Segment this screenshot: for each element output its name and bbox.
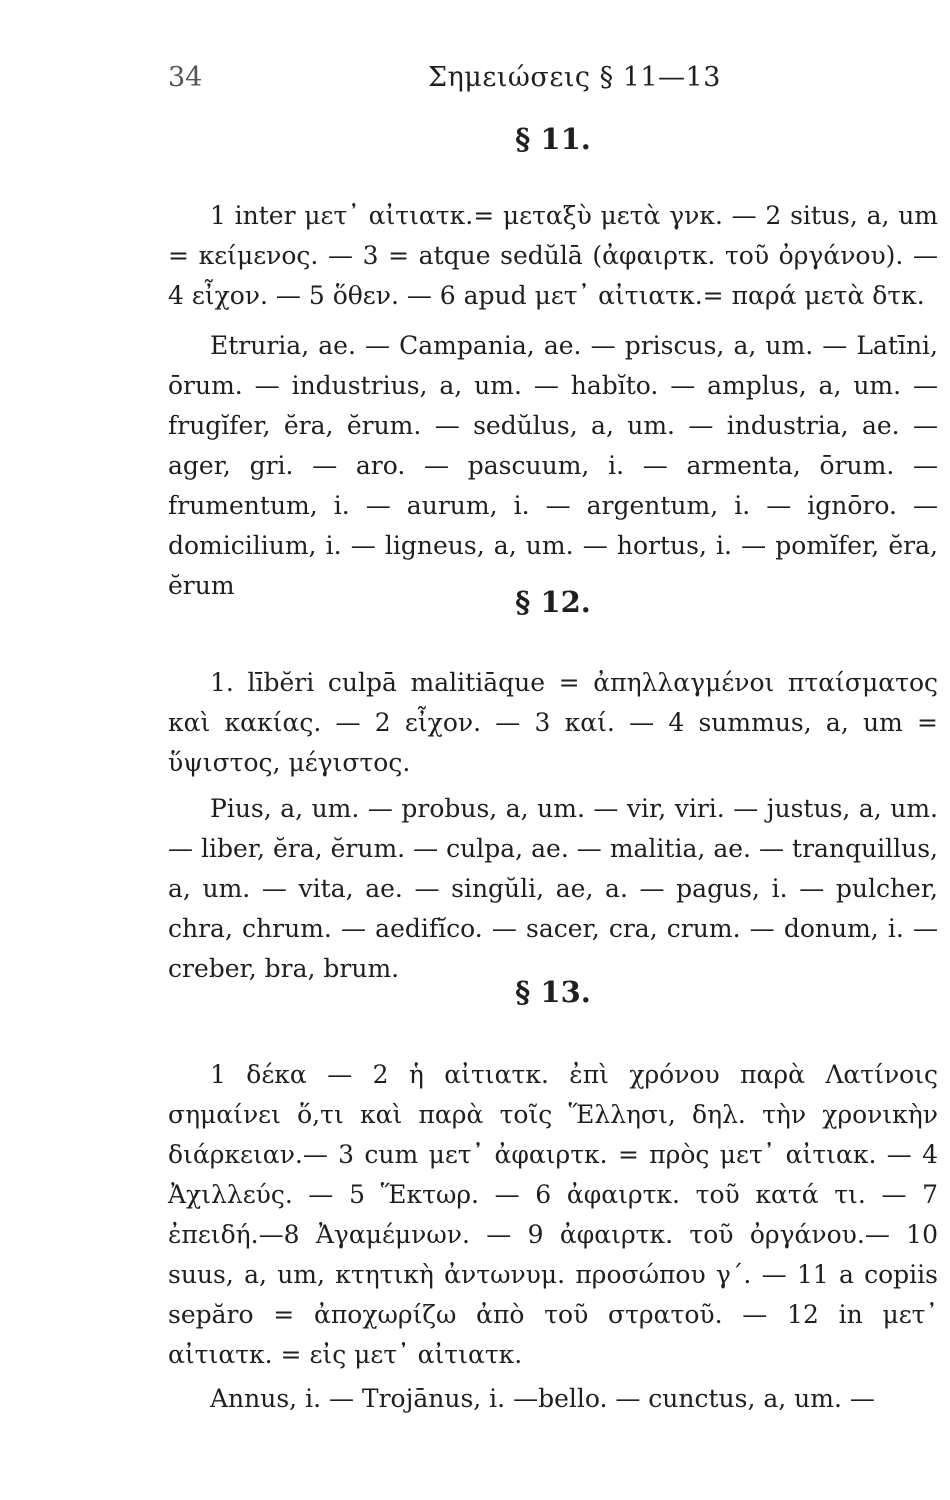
section-heading: § 12. [515,585,591,619]
section-notes: 1 δέκα — 2 ἡ αἰτιατκ. ἐπὶ χρόνου παρὰ Λατίνοις σημαίνει ὅ,τι καὶ παρὰ τοῖς Ἕλλησι, δηλ. τὴν χρονικὴν διάρκειαν.— 3 cum μετ᾽ ἀφαιρτκ. = πρὸς μετ᾽ αἰτιακ. — 4 Ἀχιλλεύς. — 5 Ἕκτωρ. — 6 ἀφαιρτκ. τοῦ κατά τι. — 7 ἐπειδή.—8 Ἀγαμέμνων. — 9 ἀφαιρτκ. τοῦ ὀργάνου.— 10 suus, a, um, κτητικὴ ἀντωνυμ. προσώπου γ´. — 11 a copiis sepăro = ἀποχωρίζω ἀπὸ τοῦ στρατοῦ. — 12 in μετ᾽ αἰτιατκ. = εἰς μετ᾽ αἰτιατκ. [168,1060,938,1369]
running-head: Σημειώσεις § 11—13 [428,62,721,93]
section-notes: 1. lībĕri culpā malitiāque = ἀπηλλαγμένοι πταίσματος καὶ κακίας. — 2 εἶχον. — 3 καί. — 4 summus, a, um = ὕψιστος, μέγιστος. [168,668,938,777]
page-number: 34 [168,62,203,93]
section-12 [168,585,938,989]
section-vocabulary: Pius, a, um. — probus, a, um. — vir, viri. — justus, a, um. — liber, ĕra, ĕrum. — culpa, ae. — malitia, ae. — tranquillus, a, um. — vita, ae. — singŭli, ae, a. — pagus, i. — pulcher, chra, chrum. — aedifĭco. — sacer, cra, crum. — donum, i. — creber, bra, brum. [168,794,938,983]
section-heading: § 11. [515,122,591,156]
section-heading: § 13. [515,975,591,1009]
section-vocabulary: Etruria, ae. — Campania, ae. — priscus, a, um. — Latīni, ōrum. — industrius, a, um. — habĭto. — amplus, a, um. — frugĭfer, ĕra, ĕrum. — sedŭlus, a, um. — industria, ae. — ager, gri. — aro. — pascuum, i. — armenta, ōrum. — frumentum, i. — aurum, i. — argentum, i. — ignōro. — domicilium, i. — ligneus, a, um. — hortus, i. — pomĭfer, ĕra, ĕrum [168,331,938,600]
section-notes: 1 inter μετ᾽ αἰτιατκ.= μεταξὺ μετὰ γνκ. — 2 situs, a, um = κείμενος. — 3 = atque sedŭlā (ἀφαιρτκ. τοῦ ὀργάνου). — 4 εἶχον. — 5 ὅθεν. — 6 apud μετ᾽ αἰτιατκ.= παρά μετὰ δτκ. [168,201,938,310]
section-vocabulary: Annus, i. — Trojānus, i. —bello. — cunctus, a, um. — [210,1384,875,1413]
section-11 [168,122,938,606]
section-13 [168,975,938,1419]
page-header [168,62,768,102]
